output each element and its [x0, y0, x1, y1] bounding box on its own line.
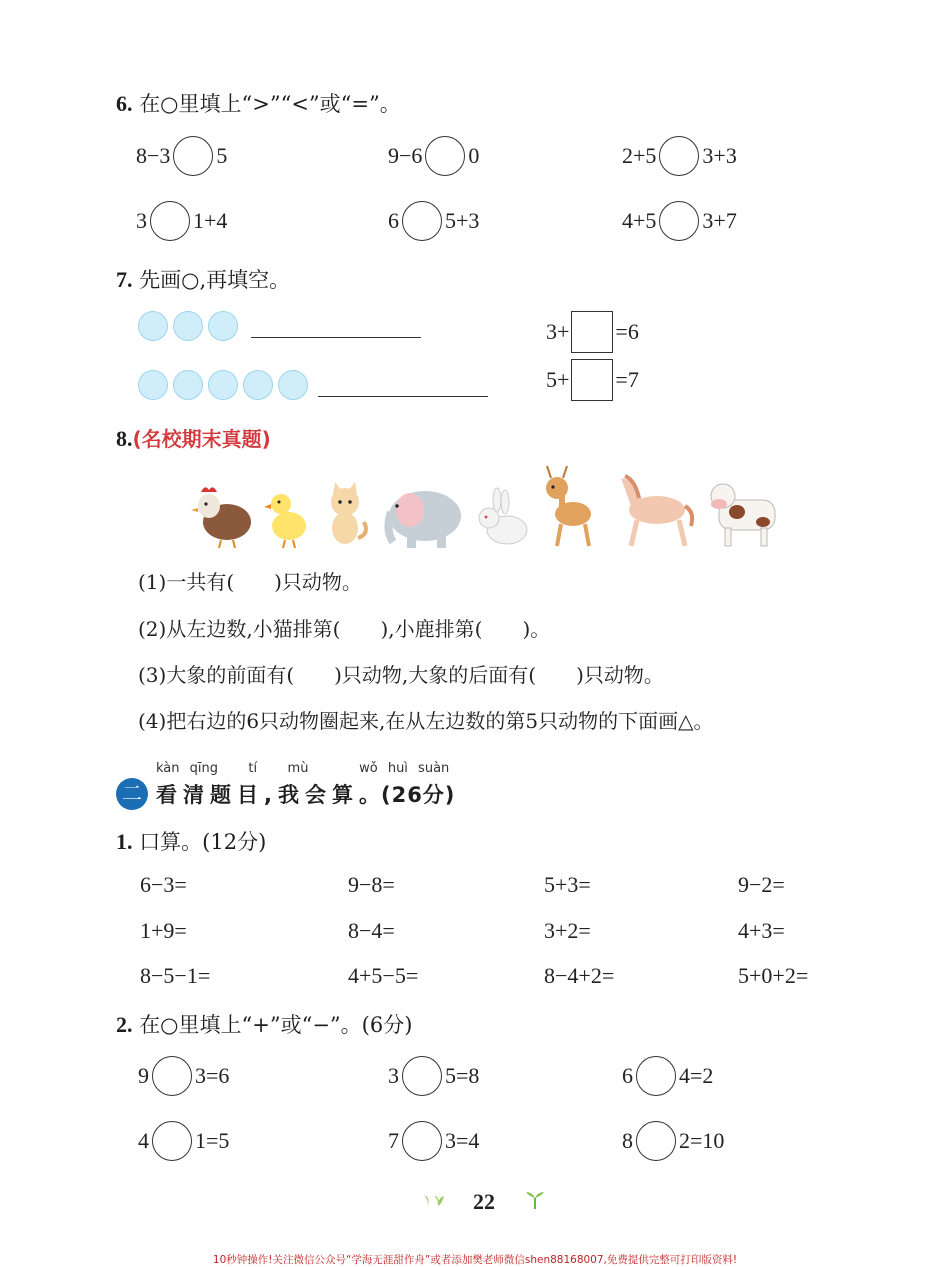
calc-item: 8−4+2= — [544, 963, 615, 988]
page-number: 22 — [473, 1189, 495, 1214]
expr-right: 3=6 — [195, 1063, 230, 1088]
q6-item — [622, 136, 737, 176]
elephant-icon — [388, 491, 461, 548]
calc-item: 4+3= — [738, 918, 785, 943]
expr-right: 3=4 — [445, 1128, 480, 1153]
calc-item: 9−2= — [738, 872, 785, 897]
q7-dots-row-1 — [138, 311, 421, 341]
expr-right: 2=10 — [679, 1128, 725, 1153]
calc-item: 3+2= — [544, 918, 591, 943]
pinyin-kanqing: kàn qīng — [156, 761, 218, 776]
q8-sub-2: (2)从左边数,小猫排第( ),小鹿排第( )。 — [138, 617, 551, 641]
expr-right: 5+3 — [445, 208, 480, 233]
calc-item: 9−8= — [348, 872, 395, 897]
section-badge: 二 — [116, 778, 148, 810]
expr-left: 8−3 — [136, 143, 171, 168]
expr-right: 3+7 — [702, 208, 737, 233]
answer-circle[interactable] — [636, 1121, 676, 1161]
s2-item — [138, 1056, 229, 1096]
calc-item: 8−4= — [348, 918, 395, 943]
footer-notice: 10秒钟操作!关注微信公众号“学海无涯甜作舟”或者添加樊老师微信shen88168007,免费提供完整可打印版资料! — [212, 1254, 738, 1266]
animals-illustration — [185, 462, 795, 554]
expr-right: 5 — [216, 143, 228, 168]
expr-left: 4 — [138, 1128, 149, 1153]
answer-circle[interactable] — [152, 1121, 192, 1161]
rabbit-icon — [479, 488, 527, 544]
q7-dots-row-2 — [138, 370, 488, 400]
q8-title — [116, 423, 271, 452]
expr-right: 3+3 — [702, 143, 737, 168]
s2-title — [116, 1009, 412, 1039]
eq-right: =6 — [615, 319, 639, 344]
s2-item — [622, 1121, 724, 1161]
answer-circle[interactable] — [659, 136, 699, 176]
pinyin-mu: mù — [287, 761, 309, 776]
answer-circle[interactable] — [402, 1056, 442, 1096]
answer-circle[interactable] — [402, 201, 442, 241]
cat-icon — [331, 482, 366, 544]
answer-box[interactable] — [571, 311, 613, 353]
q8-tag: (名校期末真题) — [132, 427, 271, 451]
duck-icon — [264, 494, 306, 548]
expr-left: 3 — [388, 1063, 399, 1088]
blue-circle — [208, 311, 238, 341]
q6-number: 6. — [116, 91, 133, 116]
sprout-left-icon — [424, 1190, 448, 1208]
answer-circle[interactable] — [425, 136, 465, 176]
expr-left: 6 — [388, 208, 399, 233]
pinyin-wohuisuan: wǒ huì suàn — [359, 761, 450, 776]
expr-left: 4+5 — [622, 208, 657, 233]
blue-circle — [173, 311, 203, 341]
expr-left: 6 — [622, 1063, 633, 1088]
cow-icon — [711, 484, 775, 546]
draw-blank[interactable] — [318, 374, 488, 397]
expr-right: 0 — [468, 143, 480, 168]
q8-sub-4: (4)把右边的6只动物圈起来,在从左边数的第5只动物的下面画△。 — [138, 709, 714, 733]
expr-right: 1=5 — [195, 1128, 230, 1153]
blue-circle — [173, 370, 203, 400]
s1-title — [116, 826, 266, 856]
q6-item — [136, 136, 227, 176]
q8-number: 8. — [116, 426, 133, 451]
expr-left: 3 — [136, 208, 147, 233]
section2-header — [116, 778, 455, 810]
blue-circle — [278, 370, 308, 400]
q6-instruction: 在○里填上“>”“<”或“=”。 — [139, 92, 401, 116]
s1-instruction: 口算。(12分) — [139, 830, 267, 854]
q6-item — [622, 201, 737, 241]
s2-item — [622, 1056, 713, 1096]
expr-left: 9−6 — [388, 143, 423, 168]
expr-left: 9 — [138, 1063, 149, 1088]
q7-equation-1 — [546, 311, 639, 353]
calc-item: 5+3= — [544, 872, 591, 897]
calc-item: 8−5−1= — [140, 963, 211, 988]
calc-item: 6−3= — [140, 872, 187, 897]
q7-equation-2 — [546, 359, 639, 401]
s2-item — [388, 1121, 479, 1161]
answer-box[interactable] — [571, 359, 613, 401]
q7-instruction: 先画○,再填空。 — [139, 268, 291, 292]
calc-item: 4+5−5= — [348, 963, 419, 988]
q8-sub-1: (1)一共有( )只动物。 — [138, 570, 362, 594]
q8-sub-3: (3)大象的前面有( )只动物,大象的后面有( )只动物。 — [138, 663, 664, 687]
calc-item: 1+9= — [140, 918, 187, 943]
expr-right: 4=2 — [679, 1063, 714, 1088]
q7-title — [116, 264, 290, 294]
q6-title — [116, 88, 401, 118]
answer-circle[interactable] — [402, 1121, 442, 1161]
eq-left: 3+ — [546, 319, 570, 344]
answer-circle[interactable] — [173, 136, 213, 176]
answer-circle[interactable] — [152, 1056, 192, 1096]
expr-left: 7 — [388, 1128, 399, 1153]
q6-item — [388, 136, 479, 176]
answer-circle[interactable] — [636, 1056, 676, 1096]
blue-circle — [138, 311, 168, 341]
blue-circle — [138, 370, 168, 400]
expr-left: 8 — [622, 1128, 633, 1153]
q6-item — [388, 201, 479, 241]
pinyin-ti: tí — [248, 761, 258, 776]
blue-circle — [243, 370, 273, 400]
eq-right: =7 — [615, 367, 639, 392]
answer-circle[interactable] — [150, 201, 190, 241]
s2-item — [138, 1121, 229, 1161]
chicken-icon — [191, 487, 251, 548]
blue-circle — [208, 370, 238, 400]
eq-left: 5+ — [546, 367, 570, 392]
calc-item: 5+0+2= — [738, 963, 809, 988]
s1-number: 1. — [116, 829, 133, 854]
deer-icon — [546, 466, 591, 546]
answer-circle[interactable] — [659, 201, 699, 241]
section-title: 看清题目,我会算 — [156, 783, 359, 807]
draw-blank[interactable] — [251, 315, 421, 338]
expr-left: 2+5 — [622, 143, 657, 168]
q7-number: 7. — [116, 267, 133, 292]
expr-right: 1+4 — [193, 208, 228, 233]
s2-instruction: 在○里填上“+”或“−”。(6分) — [139, 1013, 413, 1037]
section-score: 。(26分) — [358, 783, 456, 807]
horse-icon — [621, 476, 692, 546]
sprout-right-icon — [525, 1190, 545, 1210]
s2-item — [388, 1056, 479, 1096]
section2-pinyin — [156, 761, 449, 776]
expr-right: 5=8 — [445, 1063, 480, 1088]
s2-number: 2. — [116, 1012, 133, 1037]
q6-item — [136, 201, 227, 241]
